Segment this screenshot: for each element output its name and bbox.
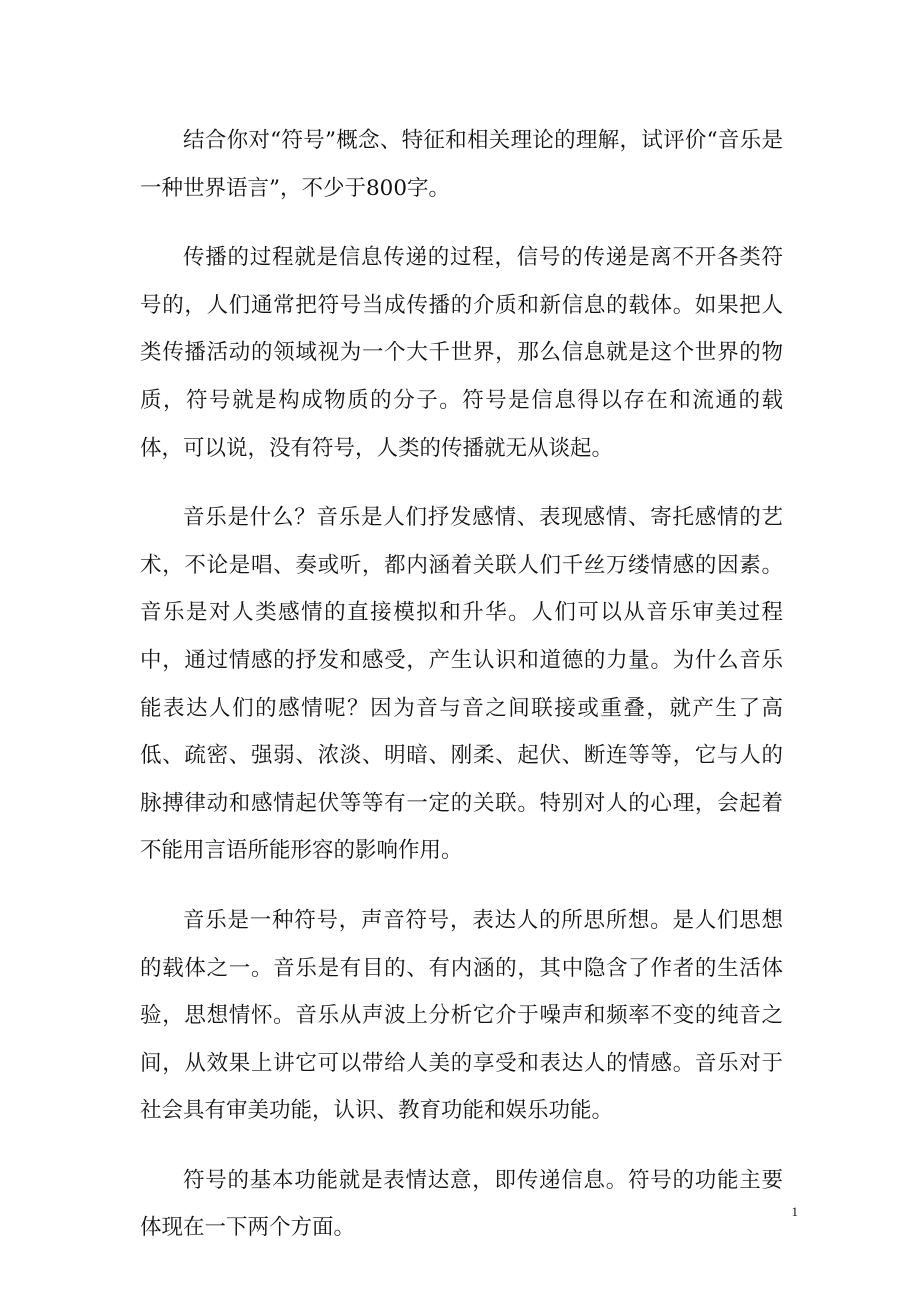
paragraph-communication: 传播的过程就是信息传递的过程，信号的传递是离不开各类符号的，人们通常把符号当成传播的介质和新信息的载体。如果把人类传播活动的领域视为一个大千世界，那么信息就是这个世界的物质，符号就是构成物质的分子。符号是信息得以存在和流通的载体，可以说，没有符号，人类的传播就无从谈起。 [140, 245, 783, 461]
document-body [140, 117, 783, 1274]
paragraph-what-is-music: 音乐是什么？音乐是人们抒发感情、表现感情、寄托感情的艺术，不论是唱、奏或听，都内涵着关联人们千丝万缕情感的因素。音乐是对人类感情的直接模拟和升华。人们可以从音乐审美过程中，通过情感的抒发和感受，产生认识和道德的力量。为什么音乐能表达人们的感情呢？因为音与音之间联接或重叠，就产生了高低、疏密、强弱、浓淡、明暗、刚柔、起伏、断连等等，它与人的脉搏律动和感情起伏等等有一定的关联。特别对人的心理，会起着不能用言语所能形容的影响作用。 [140, 505, 783, 864]
page-number: 1 [791, 1204, 798, 1219]
paragraph-music-as-symbol: 音乐是一种符号，声音符号，表达人的所思所想。是人们思想的载体之一。音乐是有目的、有内涵的，其中隐含了作者的生活体验，思想情怀。音乐从声波上分析它介于噪声和频率不变的纯音之间，从效果上讲它可以带给人美的享受和表达人的情感。音乐对于社会具有审美功能，认识、教育功能和娱乐功能。 [140, 907, 783, 1124]
paragraph-symbol-function: 符号的基本功能就是表情达意，即传递信息。符号的功能主要体现在一下两个方面。 [140, 1167, 783, 1241]
paragraph-question: 结合你对“符号”概念、特征和相关理论的理解，试评价“音乐是一种世界语言”，不少于800字。 [140, 128, 783, 201]
